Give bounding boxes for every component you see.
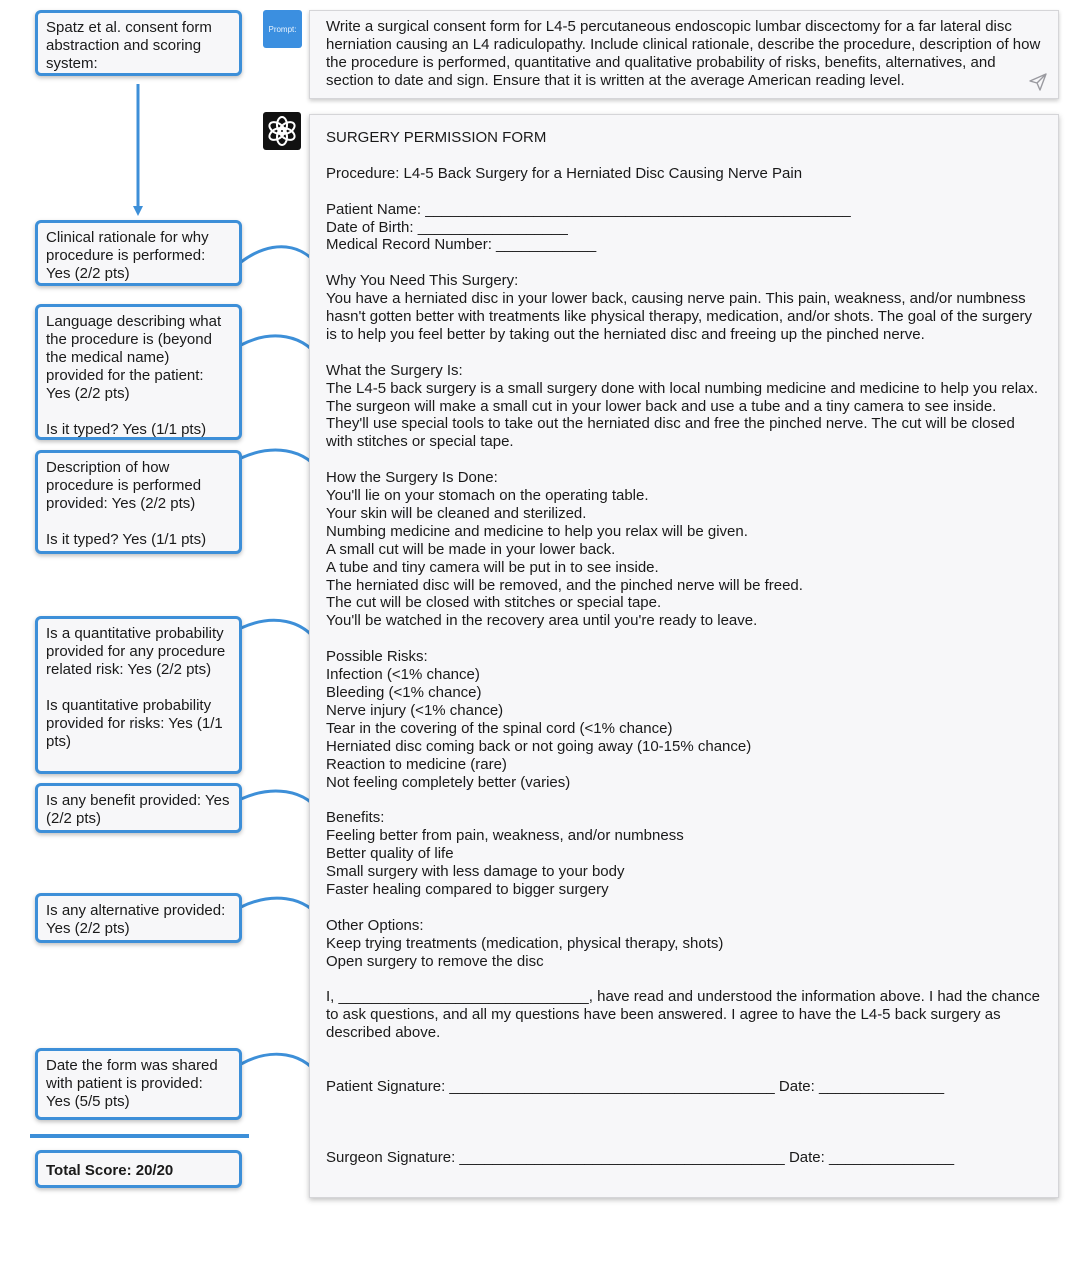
how-step: The cut will be closed with stitches or special tape. [326, 594, 662, 612]
benefits-heading: Benefits: [326, 809, 385, 827]
prompt-card [309, 10, 1059, 99]
scoring-header-box [35, 10, 242, 76]
criterion-text: Is any benefit provided: Yes (2/2 pts) [46, 792, 230, 827]
criterion-text: Is it typed? Yes (1/1 pts) [46, 531, 207, 548]
patient-signature-line: Patient Signature: _______________________________________ Date: _______________ [326, 1077, 945, 1095]
risk-item: Tear in the covering of the spinal cord (<1% chance) [326, 719, 673, 737]
form-procedure: Procedure: L4-5 Back Surgery for a Herniated Disc Causing Nerve Pain [326, 164, 803, 182]
risk-item: Nerve injury (<1% chance) [326, 701, 504, 719]
consent-form [309, 114, 1059, 1198]
why-heading: Why You Need This Surgery: [326, 272, 519, 290]
total-score: Total Score: 20/20 [46, 1162, 174, 1179]
criterion-text: Is a quantitative probability provided for any procedure related risk: Yes (2/2 pts) [46, 625, 226, 678]
surgeon-signature-line: Surgeon Signature: _______________________________________ Date: _______________ [326, 1149, 955, 1167]
benefit-item: Faster healing compared to bigger surgery [326, 880, 609, 898]
criterion-text: Date the form was shared with patient is provided: Yes (5/5 pts) [46, 1057, 218, 1110]
how-step: A small cut will be made in your lower back. [326, 540, 616, 558]
options-heading: Other Options: [326, 916, 424, 934]
risk-item: Bleeding (<1% chance) [326, 684, 482, 701]
how-step: Your skin will be cleaned and sterilized. [326, 504, 587, 522]
send-icon[interactable] [1028, 72, 1048, 92]
scoring-header: Spatz et al. consent form abstraction and scoring system: [46, 19, 212, 72]
how-step: The herniated disc will be removed, and the pinched nerve will be freed. [326, 576, 803, 594]
criterion-what [35, 304, 242, 440]
how-step: Numbing medicine and medicine to help you relax will be given. [326, 522, 748, 540]
benefit-item: Feeling better from pain, weakness, and/or numbness [326, 827, 684, 845]
how-step: You'll lie on your stomach on the operating table. [326, 487, 649, 505]
risk-item: Not feeling completely better (varies) [326, 773, 571, 791]
risk-item: Reaction to medicine (rare) [326, 755, 507, 773]
what-heading: What the Surgery Is: [326, 361, 463, 379]
why-text: You have a herniated disc in your lower back, causing nerve pain. This pain, weakness, and/or numbness hasn't gotten better with treatments like physical therapy, medication, and/or shots. The goal of the surgery is to help you feel better by taking out the herniated disc and freeing up the pinched nerve. [326, 290, 1033, 343]
consent-statement: I, ______________________________, have read and understood the information above. I had the chance to ask questions, and all my questions have been answered. I agree to have the L4-5 back surgery as described above. [326, 988, 1040, 1042]
benefit-item: Small surgery with less damage to your body [326, 863, 625, 881]
criterion-benefits [35, 783, 242, 833]
criterion-text: Is it typed? Yes (1/1 pts) [46, 421, 207, 438]
divider [30, 1134, 249, 1138]
criterion-how [35, 450, 242, 554]
mrn-field: Medical Record Number: ____________ [326, 236, 597, 254]
what-text: The L4-5 back surgery is a small surgery done with local numbing medicine and medicine to help you relax. The surgeon will make a small cut in your lower back and use a tube and a tiny camera to see inside. They'll use special tools to take out the herniated disc and free the pinched nerve. The cut will be closed with stitches or special tape. [326, 379, 1039, 451]
risk-item: Infection (<1% chance) [326, 666, 480, 684]
total-score-box [35, 1150, 242, 1188]
patient-name-field: Patient Name: ___________________________________________________ [326, 200, 851, 218]
openai-logo-icon [263, 112, 301, 150]
benefit-item: Better quality of life [326, 845, 454, 863]
risks-heading: Possible Risks: [326, 648, 428, 666]
prompt-text: Write a surgical consent form for L4-5 percutaneous endoscopic lumbar discectomy for a far lateral disc herniation causing an L4 radiculopathy. Include clinical rationale, describe the procedure, description of how the procedure is performed, quantitative and qualitative probability of risks, benefits, alternatives, and section to date and sign. Ensure that it is written at the average American reading level. [326, 18, 1041, 89]
form-title: SURGERY PERMISSION FORM [326, 129, 547, 146]
criterion-text: Is any alternative provided: Yes (2/2 pts) [46, 902, 226, 937]
criterion-text: Description of how procedure is performed provided: Yes (2/2 pts) [46, 459, 202, 512]
dob-field: Date of Birth: __________________ [326, 218, 568, 236]
criterion-date [35, 1048, 242, 1120]
option-item: Open surgery to remove the disc [326, 952, 544, 970]
criterion-alternatives [35, 893, 242, 943]
criterion-text: Is quantitative probability provided for risks: Yes (1/1 pts) [46, 697, 223, 750]
criterion-risks [35, 616, 242, 774]
prompt-badge: Prompt: [263, 10, 302, 48]
how-step: A tube and tiny camera will be put in to see inside. [326, 558, 659, 576]
option-item: Keep trying treatments (medication, physical therapy, shots) [326, 934, 724, 952]
risk-item: Herniated disc coming back or not going away (10-15% chance) [326, 737, 752, 755]
how-heading: How the Surgery Is Done: [326, 469, 498, 487]
criterion-rationale [35, 220, 242, 286]
criterion-text: Clinical rationale for why procedure is performed: Yes (2/2 pts) [46, 229, 209, 282]
how-step: You'll be watched in the recovery area until you're ready to leave. [326, 612, 758, 630]
criterion-text: Language describing what the procedure is (beyond the medical name) provided for the patient: Yes (2/2 pts) [46, 313, 222, 402]
